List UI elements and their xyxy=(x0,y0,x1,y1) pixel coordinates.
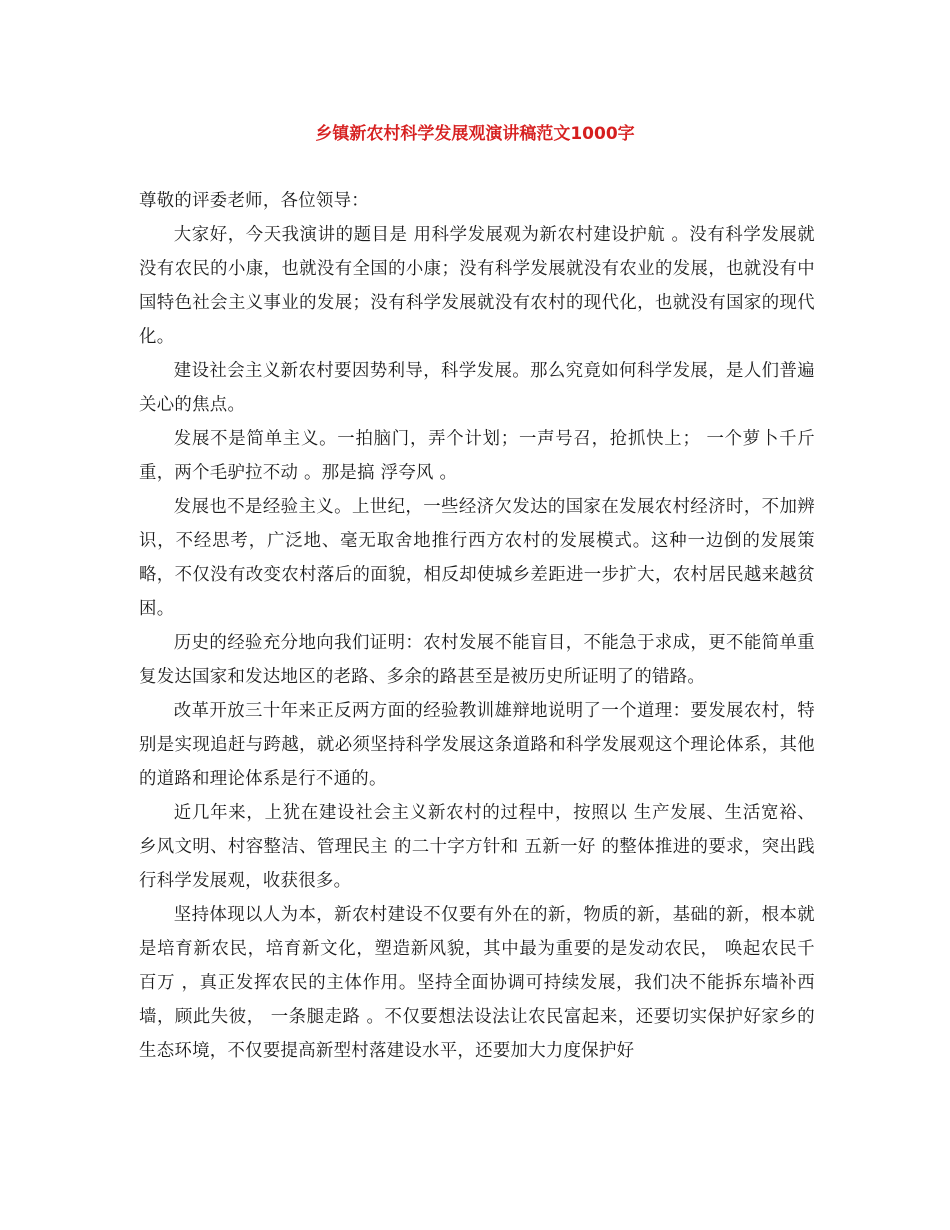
paragraph: 建设社会主义新农村要因势利导，科学发展。那么究竟如何科学发展，是人们普遍关心的焦点。 xyxy=(139,361,815,415)
paragraph: 大家好，今天我演讲的题目是 用科学发展观为新农村建设护航 。没有科学发展就没有农民的小康，也就没有全国的小康；没有科学发展就没有农业的发展，也就没有中国特色社会主义事业的发展；没有科学发展就没有农村的现代化，也就没有国家的现代化。 xyxy=(139,225,815,347)
paragraph: 坚持体现以人为本，新农村建设不仅要有外在的新，物质的新，基础的新，根本就是培育新农民，培育新文化，塑造新风貌，其中最为重要的是发动农民， 唤起农民千百万 ，真正发挥农民的主体作用。坚持全面协调可持续发展，我们决不能拆东墙补西墙，顾此失彼， 一条腿走路 。不仅要想法设法让农民富起来，还要切实保护好家乡的生态环境，不仅要提高新型村落建设水平，还要加大力度保护好 xyxy=(139,905,815,1061)
paragraph: 发展不是简单主义。一拍脑门，弄个计划；一声号召，抢抓快上； 一个萝卜千斤重，两个毛驴拉不动 。那是搞 浮夸风 。 xyxy=(139,429,815,483)
paragraph: 发展也不是经验主义。上世纪，一些经济欠发达的国家在发展农村经济时，不加辨识，不经思考，广泛地、毫无取舍地推行西方农村的发展模式。这种一边倒的发展策略，不仅没有改变农村落后的面貌，相反却使城乡差距进一步扩大，农村居民越来越贫困。 xyxy=(139,497,815,619)
paragraph: 历史的经验充分地向我们证明：农村发展不能盲目，不能急于求成，更不能简单重复发达国家和发达地区的老路、多余的路甚至是被历史所证明了的错路。 xyxy=(139,633,815,687)
paragraph: 改革开放三十年来正反两方面的经验教训雄辩地说明了一个道理：要发展农村，特别是实现追赶与跨越，就必须坚持科学发展这条道路和科学发展观这个理论体系，其他的道路和理论体系是行不通的。 xyxy=(139,701,815,789)
paragraph: 近几年来，上犹在建设社会主义新农村的过程中，按照以 生产发展、生活宽裕、乡风文明、村容整洁、管理民主 的二十字方针和 五新一好 的整体推进的要求，突出践行科学发展观，收获很多。 xyxy=(139,803,815,891)
document-title: 乡镇新农村科学发展观演讲稿范文1000字 xyxy=(315,124,635,144)
document-body xyxy=(139,184,815,1068)
salutation: 尊敬的评委老师，各位领导： xyxy=(139,191,369,211)
